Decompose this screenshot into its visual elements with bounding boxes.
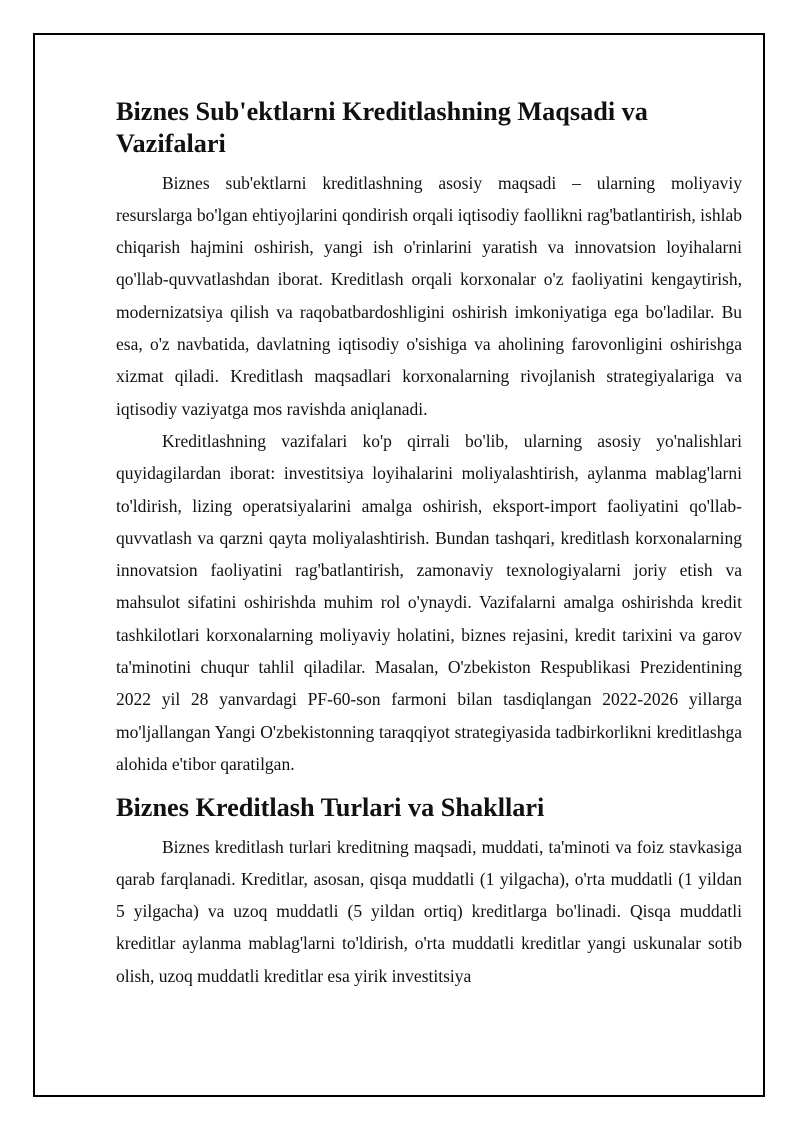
document-body [116, 96, 742, 992]
paragraph: Biznes kreditlash turlari kreditning maqsadi, muddati, ta'minoti va foiz stavkasiga qarab farqlanadi. Kreditlar, asosan, qisqa muddatli (1 yilgacha), o'rta muddatli (1 yildan 5 yilgacha) va uzoq muddatli (5 yildan ortiq) kreditlarga bo'linadi. Qisqa muddatli kreditlar aylanma mablag'larni to'ldirish, o'rta muddatli kreditlar yangi uskunalar sotib olish, uzoq muddatli kreditlar esa yirik investitsiya [116, 836, 742, 986]
paragraph: Biznes sub'ektlarni kreditlashning asosiy maqsadi – ularning moliyaviy resurslarga bo'lgan ehtiyojlarini qondirish orqali iqtisodiy faollikni rag'batlantirish, ishlab chiqarish hajmini oshirish, yangi ish o'rinlarini yaratish va innovatsion loyihalarni qo'llab-quvvatlashdan iborat. Kreditlash orqali korxonalar o'z faoliyatini kengaytirish, modernizatsiya qilish va raqobatbardoshligini oshirish imkoniyatiga ega bo'ladilar. Bu esa, o'z navbatida, davlatning iqtisodiy o'sishiga va aholining farovonligini oshirishga xizmat qiladi. Kreditlash maqsadlari korxonalarning rivojlanish strategiyalariga va iqtisodiy vaziyatga mos ravishda aniqlanadi. [116, 172, 742, 419]
section-heading-maqsad: Biznes Sub'ektlarni Kreditlashning Maqsadi va Vazifalari [116, 97, 648, 159]
paragraph: Kreditlashning vazifalari ko'p qirrali bo'lib, ularning asosiy yo'nalishlari quyidagilardan iborat: investitsiya loyihalarini moliyalashtirish, aylanma mablag'larni to'ldirish, lizing operatsiyalarini amalga oshirish, eksport-import faoliyatini qo'llab-quvvatlash va qarzni qayta moliyalashtirish. Bundan tashqari, kreditlash korxonalarning innovatsion faoliyatini rag'batlantirish, zamonaviy texnologiyalarni joriy etish va mahsulot sifatini oshirishda muhim rol o'ynaydi. Vazifalarni amalga oshirishda kredit tashkilotlari korxonalarning moliyaviy holatini, biznes rejasini, kredit tarixini va garov ta'minotini chuqur tahlil qiladilar. Masalan, O'zbekiston Respublikasi Prezidentining 2022 yil 28 yanvardagi PF-60-son farmoni bilan tasdiqlangan 2022-2026 yillarga mo'ljallangan Yangi O'zbekistonning taraqqiyot strategiyasida tadbirkorlikni kreditlashga alohida e'tibor qaratilgan. [116, 430, 742, 774]
section-heading-turlari: Biznes Kreditlash Turlari va Shakllari [116, 793, 545, 823]
